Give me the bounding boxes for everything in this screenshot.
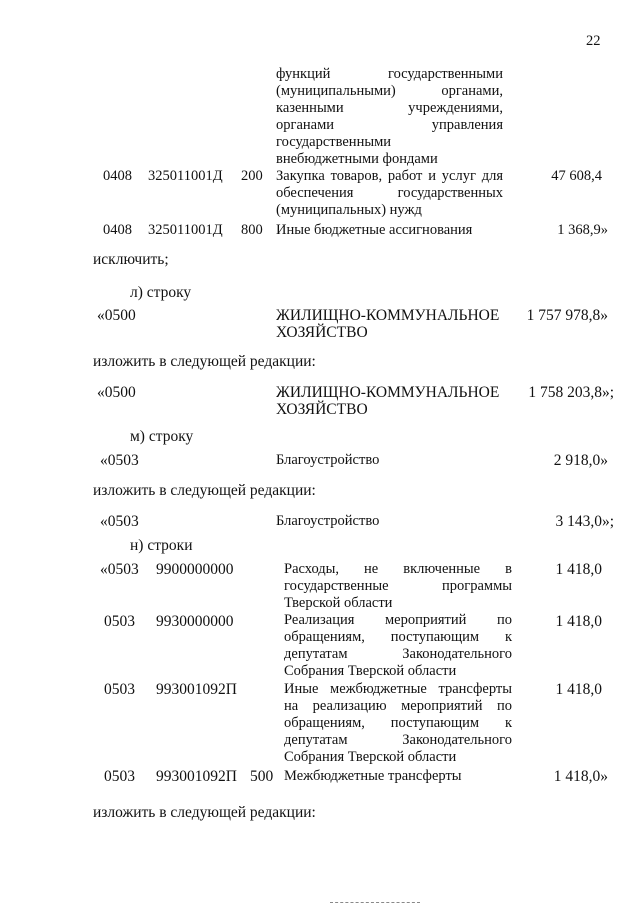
- amount: 1 368,9»: [557, 222, 608, 238]
- desc-line: органами управления: [276, 117, 503, 133]
- desc-line: государственные программы: [284, 578, 512, 594]
- expense-type: 800: [241, 222, 263, 238]
- instruction-text: изложить в следующей редакции:: [93, 804, 316, 821]
- section-name-line: ХОЗЯЙСТВО: [276, 401, 368, 418]
- desc-line: депутатам Законодательного: [284, 732, 512, 748]
- desc-line: государственными: [276, 134, 392, 150]
- amount: 1 758 203,8»;: [528, 384, 614, 401]
- desc-line: Иные межбюджетные трансферты: [284, 681, 512, 697]
- desc-line: Тверской области: [284, 595, 393, 611]
- target-code: 325011001Д: [148, 168, 223, 184]
- desc-line: Расходы, не включенные в: [284, 561, 512, 577]
- desc-line: Собрания Тверской области: [284, 663, 457, 679]
- scan-artifact-divider: [330, 902, 420, 903]
- instruction-text: исключить;: [93, 251, 169, 268]
- amount: 1 418,0: [555, 681, 602, 698]
- desc-line: (муниципальных) нужд: [276, 202, 422, 218]
- desc-line: (муниципальными) органами,: [276, 83, 503, 99]
- section-name: Благоустройство: [276, 452, 380, 468]
- target-code: 993001092П: [156, 681, 237, 698]
- instruction-text: изложить в следующей редакции:: [93, 482, 316, 499]
- section-code: «0500: [97, 307, 136, 324]
- desc-line: обеспечения государственных: [276, 185, 503, 201]
- section-code: 0408: [103, 222, 132, 238]
- amount: 1 757 978,8»: [526, 307, 608, 324]
- amount: 2 918,0»: [553, 452, 608, 469]
- item-label: м) строку: [130, 428, 194, 445]
- item-label: л) строку: [130, 284, 192, 301]
- amount: 1 418,0»: [553, 768, 608, 785]
- amount: 3 143,0»;: [555, 513, 614, 530]
- description: Иные бюджетные ассигнования: [276, 222, 473, 238]
- section-code: «0503: [100, 561, 139, 578]
- section-code: «0503: [100, 513, 139, 530]
- section-code: «0503: [100, 452, 139, 469]
- target-code: 325011001Д: [148, 222, 223, 238]
- section-name-line: ЖИЛИЩНО-КОММУНАЛЬНОЕ: [276, 384, 500, 401]
- desc-line: обращениям, поступающим к: [284, 629, 512, 645]
- section-code: «0500: [97, 384, 136, 401]
- section-name-line: ЖИЛИЩНО-КОММУНАЛЬНОЕ: [276, 307, 500, 324]
- section-code: 0503: [104, 681, 135, 698]
- desc-line: внебюджетными фондами: [276, 151, 438, 167]
- section-name: Благоустройство: [276, 513, 380, 529]
- expense-type: 500: [250, 768, 274, 785]
- instruction-text: изложить в следующей редакции:: [93, 353, 316, 370]
- target-code: 9900000000: [156, 561, 234, 578]
- section-code: 0503: [104, 768, 135, 785]
- amount: 1 418,0: [555, 561, 602, 578]
- expense-type: 200: [241, 168, 263, 184]
- description: Межбюджетные трансферты: [284, 768, 462, 784]
- desc-line: Реализация мероприятий по: [284, 612, 512, 628]
- section-code: 0503: [104, 613, 135, 630]
- page-number: 22: [586, 33, 601, 49]
- desc-line: функций государственными: [276, 66, 503, 82]
- target-code: 9930000000: [156, 613, 234, 630]
- desc-line: на реализацию мероприятий по: [284, 698, 512, 714]
- desc-line: казенными учреждениями,: [276, 100, 503, 116]
- amount: 1 418,0: [555, 613, 602, 630]
- amount: 47 608,4: [551, 168, 602, 184]
- desc-line: Закупка товаров, работ и услуг для: [276, 168, 503, 184]
- target-code: 993001092П: [156, 768, 237, 785]
- desc-line: обращениям, поступающим к: [284, 715, 512, 731]
- section-name-line: ХОЗЯЙСТВО: [276, 324, 368, 341]
- section-code: 0408: [103, 168, 132, 184]
- desc-line: Собрания Тверской области: [284, 749, 457, 765]
- item-label: н) строки: [130, 537, 193, 554]
- desc-line: депутатам Законодательного: [284, 646, 512, 662]
